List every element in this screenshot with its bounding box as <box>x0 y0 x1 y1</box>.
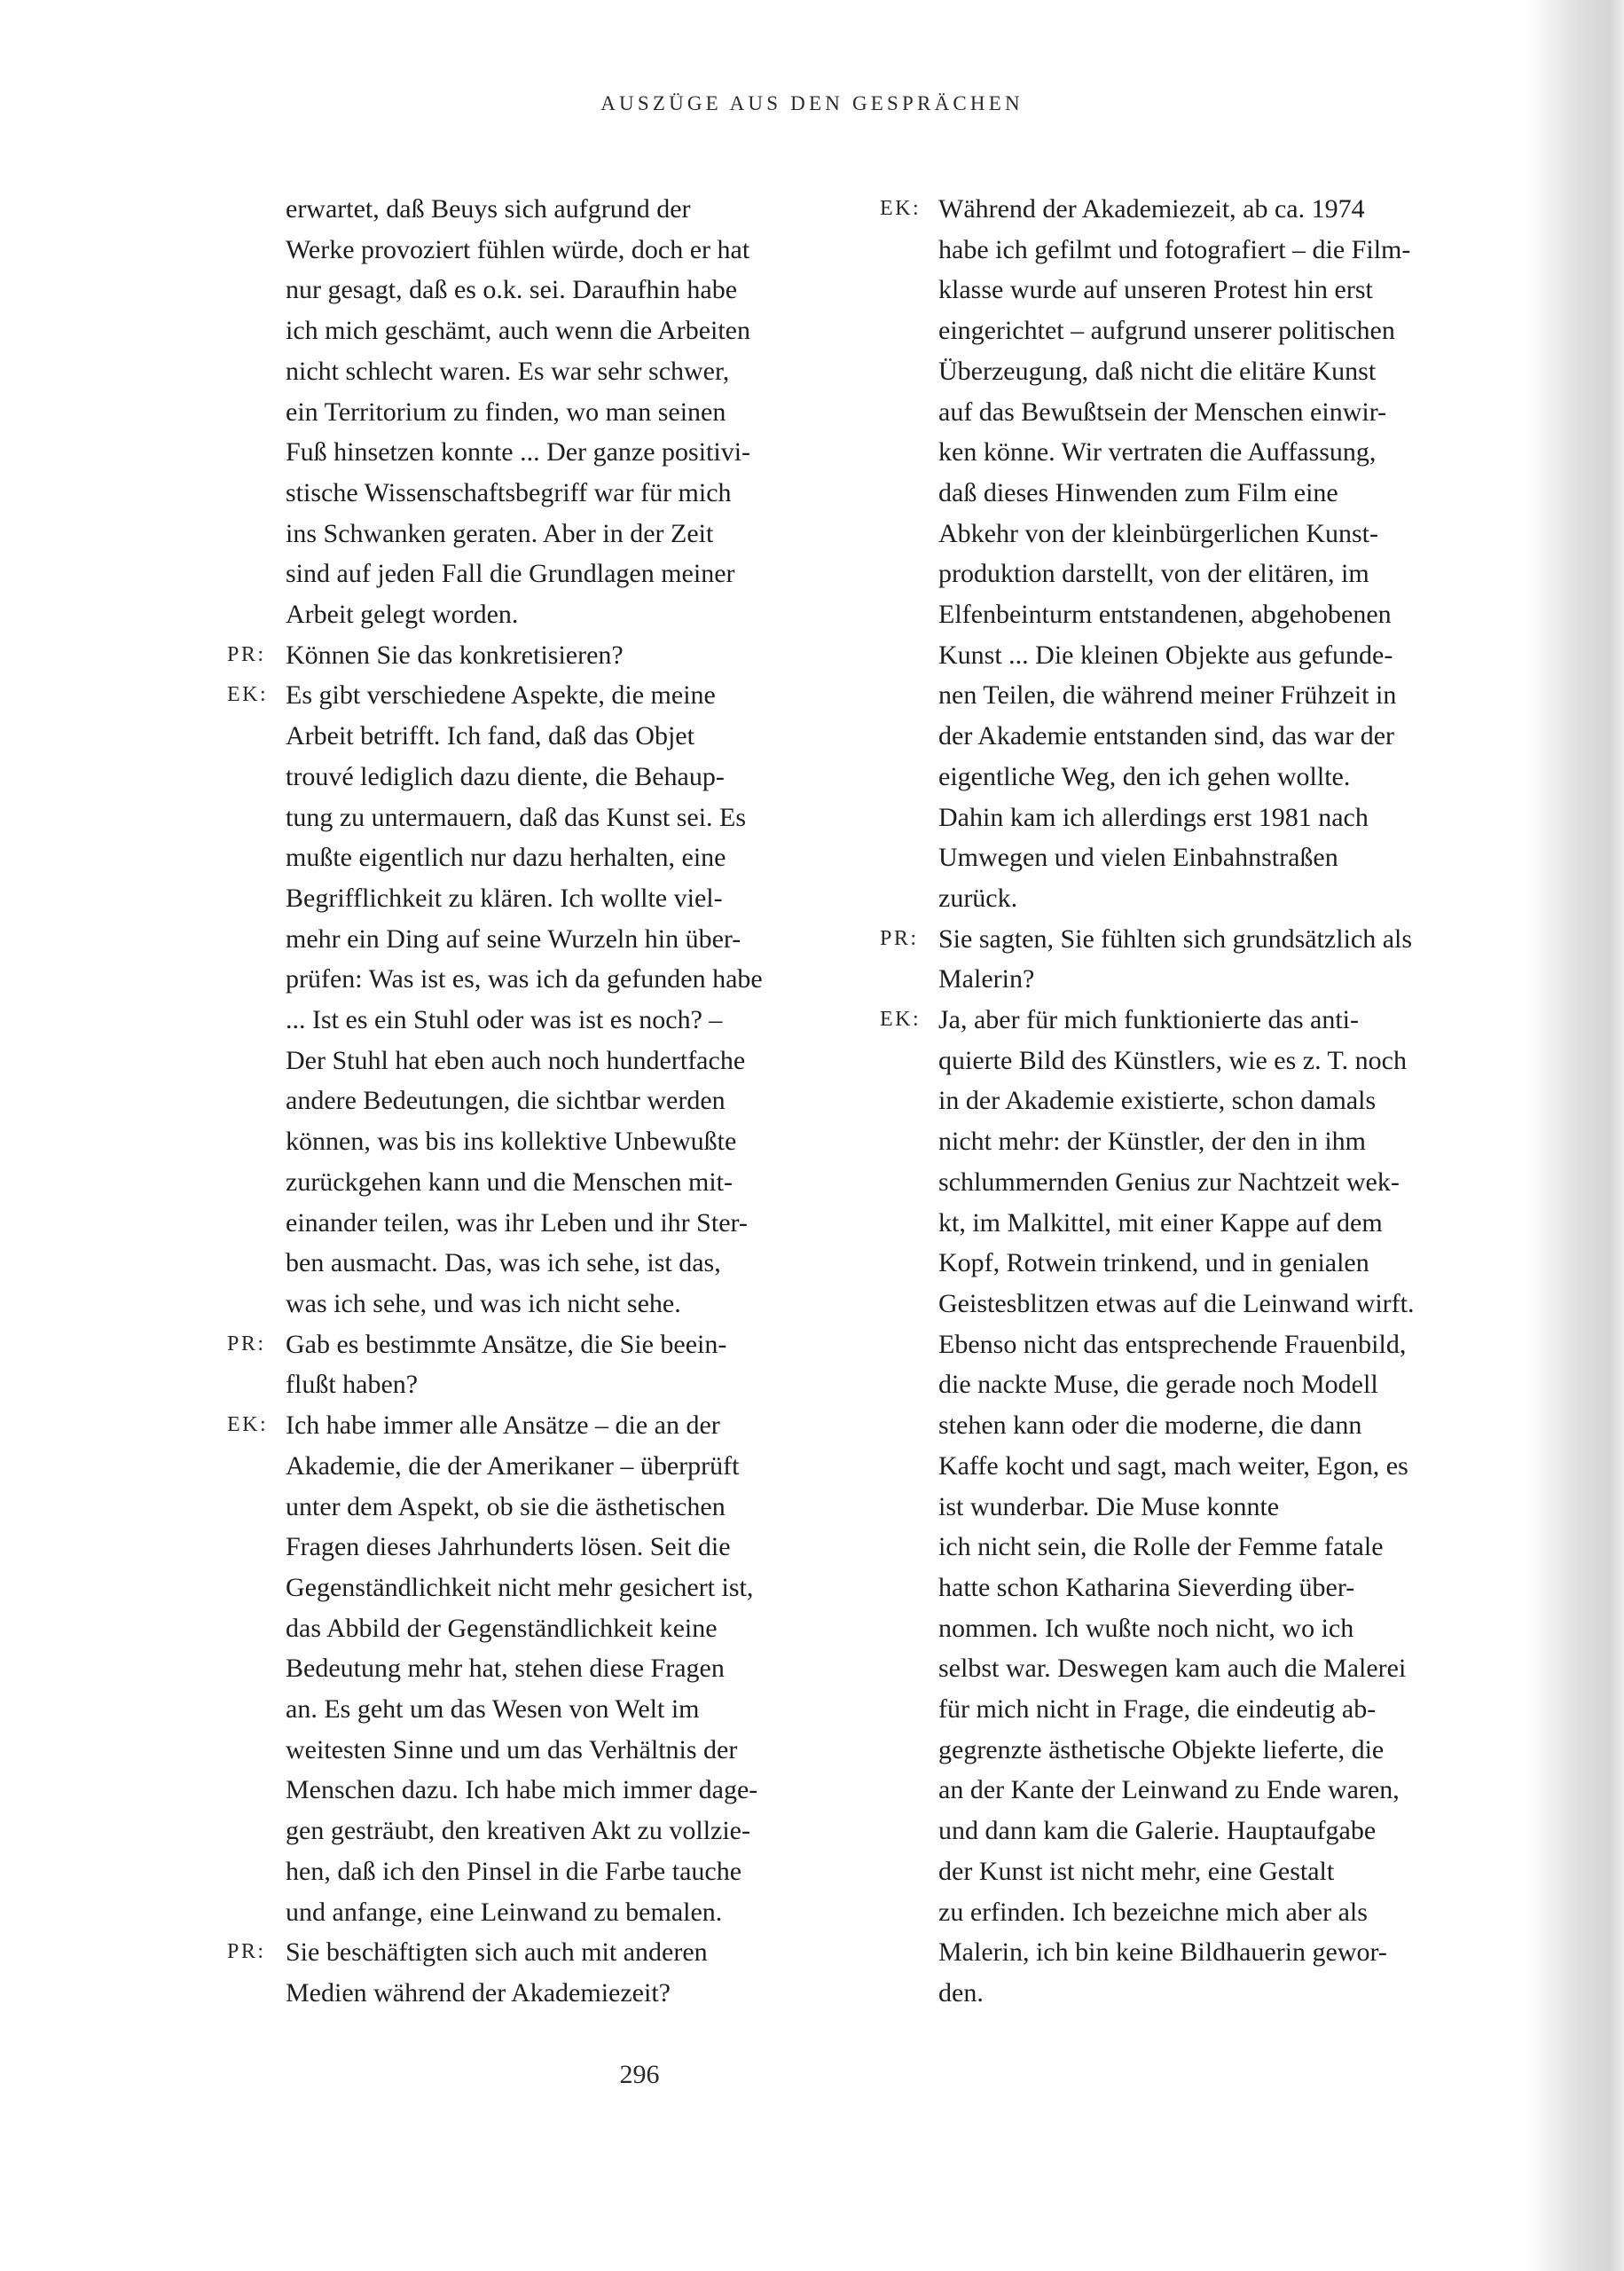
text-line: Umwegen und vielen Einbahnstraßen <box>938 843 1338 873</box>
text-line: ... Ist es ein Stuhl oder was ist es noch? – <box>286 1005 723 1035</box>
text-line: Geistesblitzen etwas auf die Leinwand wirft. <box>938 1288 1415 1318</box>
text-line: gen gesträubt, den kreativen Akt zu vollzie- <box>286 1816 750 1846</box>
text-line: ist wunderbar. Die Muse konnte <box>938 1491 1280 1521</box>
text-line: hatte schon Katharina Sieverding über- <box>938 1572 1355 1602</box>
text-line: prüfen: Was ist es, was ich da gefunden habe <box>286 964 763 994</box>
text-line: kt, im Malkittel, mit einer Kappe auf dem <box>938 1207 1383 1238</box>
text-line: zu erfinden. Ich bezeichne mich aber als <box>938 1897 1368 1927</box>
text-line: sind auf jeden Fall die Grundlagen meiner <box>286 559 735 589</box>
left-column <box>227 189 839 2014</box>
text-line: Begrifflichkeit zu klären. Ich wollte viel- <box>286 883 723 913</box>
text-line: nicht schlecht waren. Es war sehr schwer, <box>286 356 730 386</box>
text-line: und anfange, eine Leinwand zu bemalen. <box>286 1897 723 1927</box>
text-line: in der Akademie existierte, schon damals <box>938 1086 1377 1116</box>
text-line: flußt haben? <box>286 1370 419 1400</box>
text-line: ich mich geschämt, auch wenn die Arbeiten <box>286 316 750 346</box>
text-line: Malerin? <box>938 964 1035 994</box>
dialogue-turn <box>227 1324 839 1405</box>
text-line: Ich habe immer alle Ansätze – die an der <box>286 1411 720 1441</box>
text-line: Bedeutung mehr hat, stehen diese Fragen <box>286 1654 725 1684</box>
dialogue-continuation <box>227 189 839 635</box>
text-line: auf das Bewußtsein der Menschen einwir- <box>938 397 1387 427</box>
text-line: mußte eigentlich nur dazu herhalten, eine <box>286 843 726 873</box>
text-line: Sie beschäftigten sich auch mit anderen <box>286 1937 708 1968</box>
speaker-label: PR: <box>227 642 266 666</box>
text-line: Können Sie das konkretisieren? <box>286 640 624 670</box>
text-line: Werke provoziert fühlen würde, doch er hat <box>286 234 750 264</box>
text-line: nen Teilen, die während meiner Frühzeit in <box>938 680 1397 711</box>
text-line: tung zu untermauern, daß das Kunst sei. Es <box>286 802 747 832</box>
page-number: 296 <box>619 2060 660 2089</box>
dialogue-turn <box>880 189 1501 919</box>
text-line: Während der Akademiezeit, ab ca. 1974 <box>938 194 1365 224</box>
speaker-label: EK: <box>880 1008 922 1032</box>
text-line: ich nicht sein, die Rolle der Femme fatale <box>938 1532 1384 1562</box>
text-line: Fuß hinsetzen konnte ... Der ganze positivi- <box>286 437 751 468</box>
text-line: ben ausmacht. Das, was ich sehe, ist das, <box>286 1248 721 1278</box>
text-line: Überzeugung, daß nicht die elitäre Kunst <box>938 356 1377 386</box>
text-line: Kaffe kocht und sagt, mach weiter, Egon, es <box>938 1450 1408 1481</box>
dialogue-turn <box>227 1932 839 2013</box>
text-line: nicht mehr: der Künstler, der den in ihm <box>938 1127 1367 1157</box>
text-line: zurückgehen kann und die Menschen mit- <box>286 1167 734 1197</box>
dialogue-turn <box>227 1405 839 1932</box>
text-line: hen, daß ich den Pinsel in die Farbe tauche <box>286 1856 742 1886</box>
text-line: stische Wissenschaftsbegriff war für mich <box>286 477 732 507</box>
dialogue-turn <box>880 919 1501 1000</box>
speaker-label: PR: <box>227 1940 266 1964</box>
text-line: Akademie, die der Amerikaner – überprüft <box>286 1450 740 1481</box>
text-line: selbst war. Deswegen kam auch die Malerei <box>938 1654 1407 1684</box>
text-line: andere Bedeutungen, die sichtbar werden <box>286 1086 726 1116</box>
speaker-label: EK: <box>880 197 922 220</box>
text-line: den. <box>938 1977 984 2008</box>
text-line: für mich nicht in Frage, die eindeutig ab- <box>938 1694 1377 1725</box>
text-line: gegrenzte ästhetische Objekte lieferte, die <box>938 1734 1385 1764</box>
speaker-label: EK: <box>227 683 269 707</box>
text-line: Ebenso nicht das entsprechende Frauenbild, <box>938 1329 1407 1359</box>
text-line: zurück. <box>938 883 1018 913</box>
text-line: Ja, aber für mich funktionierte das anti- <box>938 1005 1359 1035</box>
text-line: an. Es geht um das Wesen von Welt im <box>286 1694 700 1725</box>
text-line: Kunst ... Die kleinen Objekte aus gefunde- <box>938 640 1393 670</box>
text-line: der Kunst ist nicht mehr, eine Gestalt <box>938 1856 1335 1886</box>
text-line: Sie sagten, Sie fühlten sich grundsätzlich als <box>938 923 1413 954</box>
text-line: erwartet, daß Beuys sich aufgrund der <box>286 194 691 224</box>
text-line: ins Schwanken geraten. Aber in der Zeit <box>286 518 714 548</box>
text-line: der Akademie entstanden sind, das war der <box>938 721 1394 751</box>
text-line: ken könne. Wir vertraten die Auffassung, <box>938 437 1377 468</box>
text-line: mehr ein Ding auf seine Wurzeln hin über- <box>286 923 741 954</box>
text-line: können, was bis ins kollektive Unbewußte <box>286 1127 737 1157</box>
text-line: nommen. Ich wußte noch nicht, wo ich <box>938 1613 1354 1643</box>
speaker-label: PR: <box>227 1332 266 1356</box>
text-line: Fragen dieses Jahrhunderts lösen. Seit die <box>286 1532 731 1562</box>
text-line: einander teilen, was ihr Leben und ihr Ster- <box>286 1207 748 1238</box>
text-line: weitesten Sinne und um das Verhältnis der <box>286 1734 738 1764</box>
text-line: eingerichtet – aufgrund unserer politischen <box>938 316 1395 346</box>
text-line: daß dieses Hinwenden zum Film eine <box>938 477 1338 507</box>
text-line: trouvé lediglich dazu diente, die Behaup- <box>286 761 725 791</box>
text-line: klasse wurde auf unseren Protest hin erst <box>938 275 1373 305</box>
text-line: eigentliche Weg, den ich gehen wollte. <box>938 761 1351 791</box>
text-line: Elfenbeinturm entstandenen, abgehobenen <box>938 600 1392 630</box>
text-line: Malerin, ich bin keine Bildhauerin gewor- <box>938 1937 1387 1968</box>
text-line: Abkehr von der kleinbürgerlichen Kunst- <box>938 518 1378 548</box>
running-head: AUSZÜGE AUS DEN GESPRÄCHEN <box>600 92 1024 114</box>
text-line: produktion darstellt, von der elitären, im <box>938 559 1369 589</box>
text-line: Dahin kam ich allerdings erst 1981 nach <box>938 802 1369 832</box>
text-line: was ich sehe, und was ich nicht sehe. <box>286 1288 681 1318</box>
dialogue-turn <box>227 635 839 676</box>
text-line: Es gibt verschiedene Aspekte, die meine <box>286 680 716 711</box>
text-line: ein Territorium zu finden, wo man seinen <box>286 397 726 427</box>
dialogue-turn <box>880 1000 1501 2014</box>
text-line: Der Stuhl hat eben auch noch hundertfache <box>286 1045 746 1075</box>
right-column <box>880 189 1501 2014</box>
text-line: Medien während der Akademiezeit? <box>286 1977 671 2008</box>
text-line: stehen kann oder die moderne, die dann <box>938 1411 1362 1441</box>
page-gutter-shadow <box>1526 0 1624 2271</box>
text-line: Gegenständlichkeit nicht mehr gesichert ist, <box>286 1572 754 1602</box>
speaker-label: PR: <box>880 926 919 950</box>
text-line: das Abbild der Gegenständlichkeit keine <box>286 1613 718 1643</box>
text-line: die nackte Muse, die gerade noch Modell <box>938 1370 1378 1400</box>
text-line: Arbeit betrifft. Ich fand, daß das Objet <box>286 721 694 751</box>
text-line: Menschen dazu. Ich habe mich immer dage- <box>286 1775 758 1805</box>
text-line: Gab es bestimmte Ansätze, die Sie beein- <box>286 1329 727 1359</box>
dialogue-turn <box>227 675 839 1324</box>
text-line: Kopf, Rotwein trinkend, und in genialen <box>938 1248 1369 1278</box>
text-line: schlummernden Genius zur Nachtzeit wek- <box>938 1167 1400 1197</box>
speaker-label: EK: <box>227 1413 269 1437</box>
text-line: habe ich gefilmt und fotografiert – die Film- <box>938 234 1411 264</box>
text-line: und dann kam die Galerie. Hauptaufgabe <box>938 1816 1377 1846</box>
text-line: Arbeit gelegt worden. <box>286 600 519 630</box>
text-line: an der Kante der Leinwand zu Ende waren, <box>938 1775 1400 1805</box>
text-line: quierte Bild des Künstlers, wie es z. T. noch <box>938 1045 1407 1075</box>
text-line: nur gesagt, daß es o.k. sei. Daraufhin habe <box>286 275 738 305</box>
text-line: unter dem Aspekt, ob sie die ästhetischen <box>286 1491 726 1521</box>
